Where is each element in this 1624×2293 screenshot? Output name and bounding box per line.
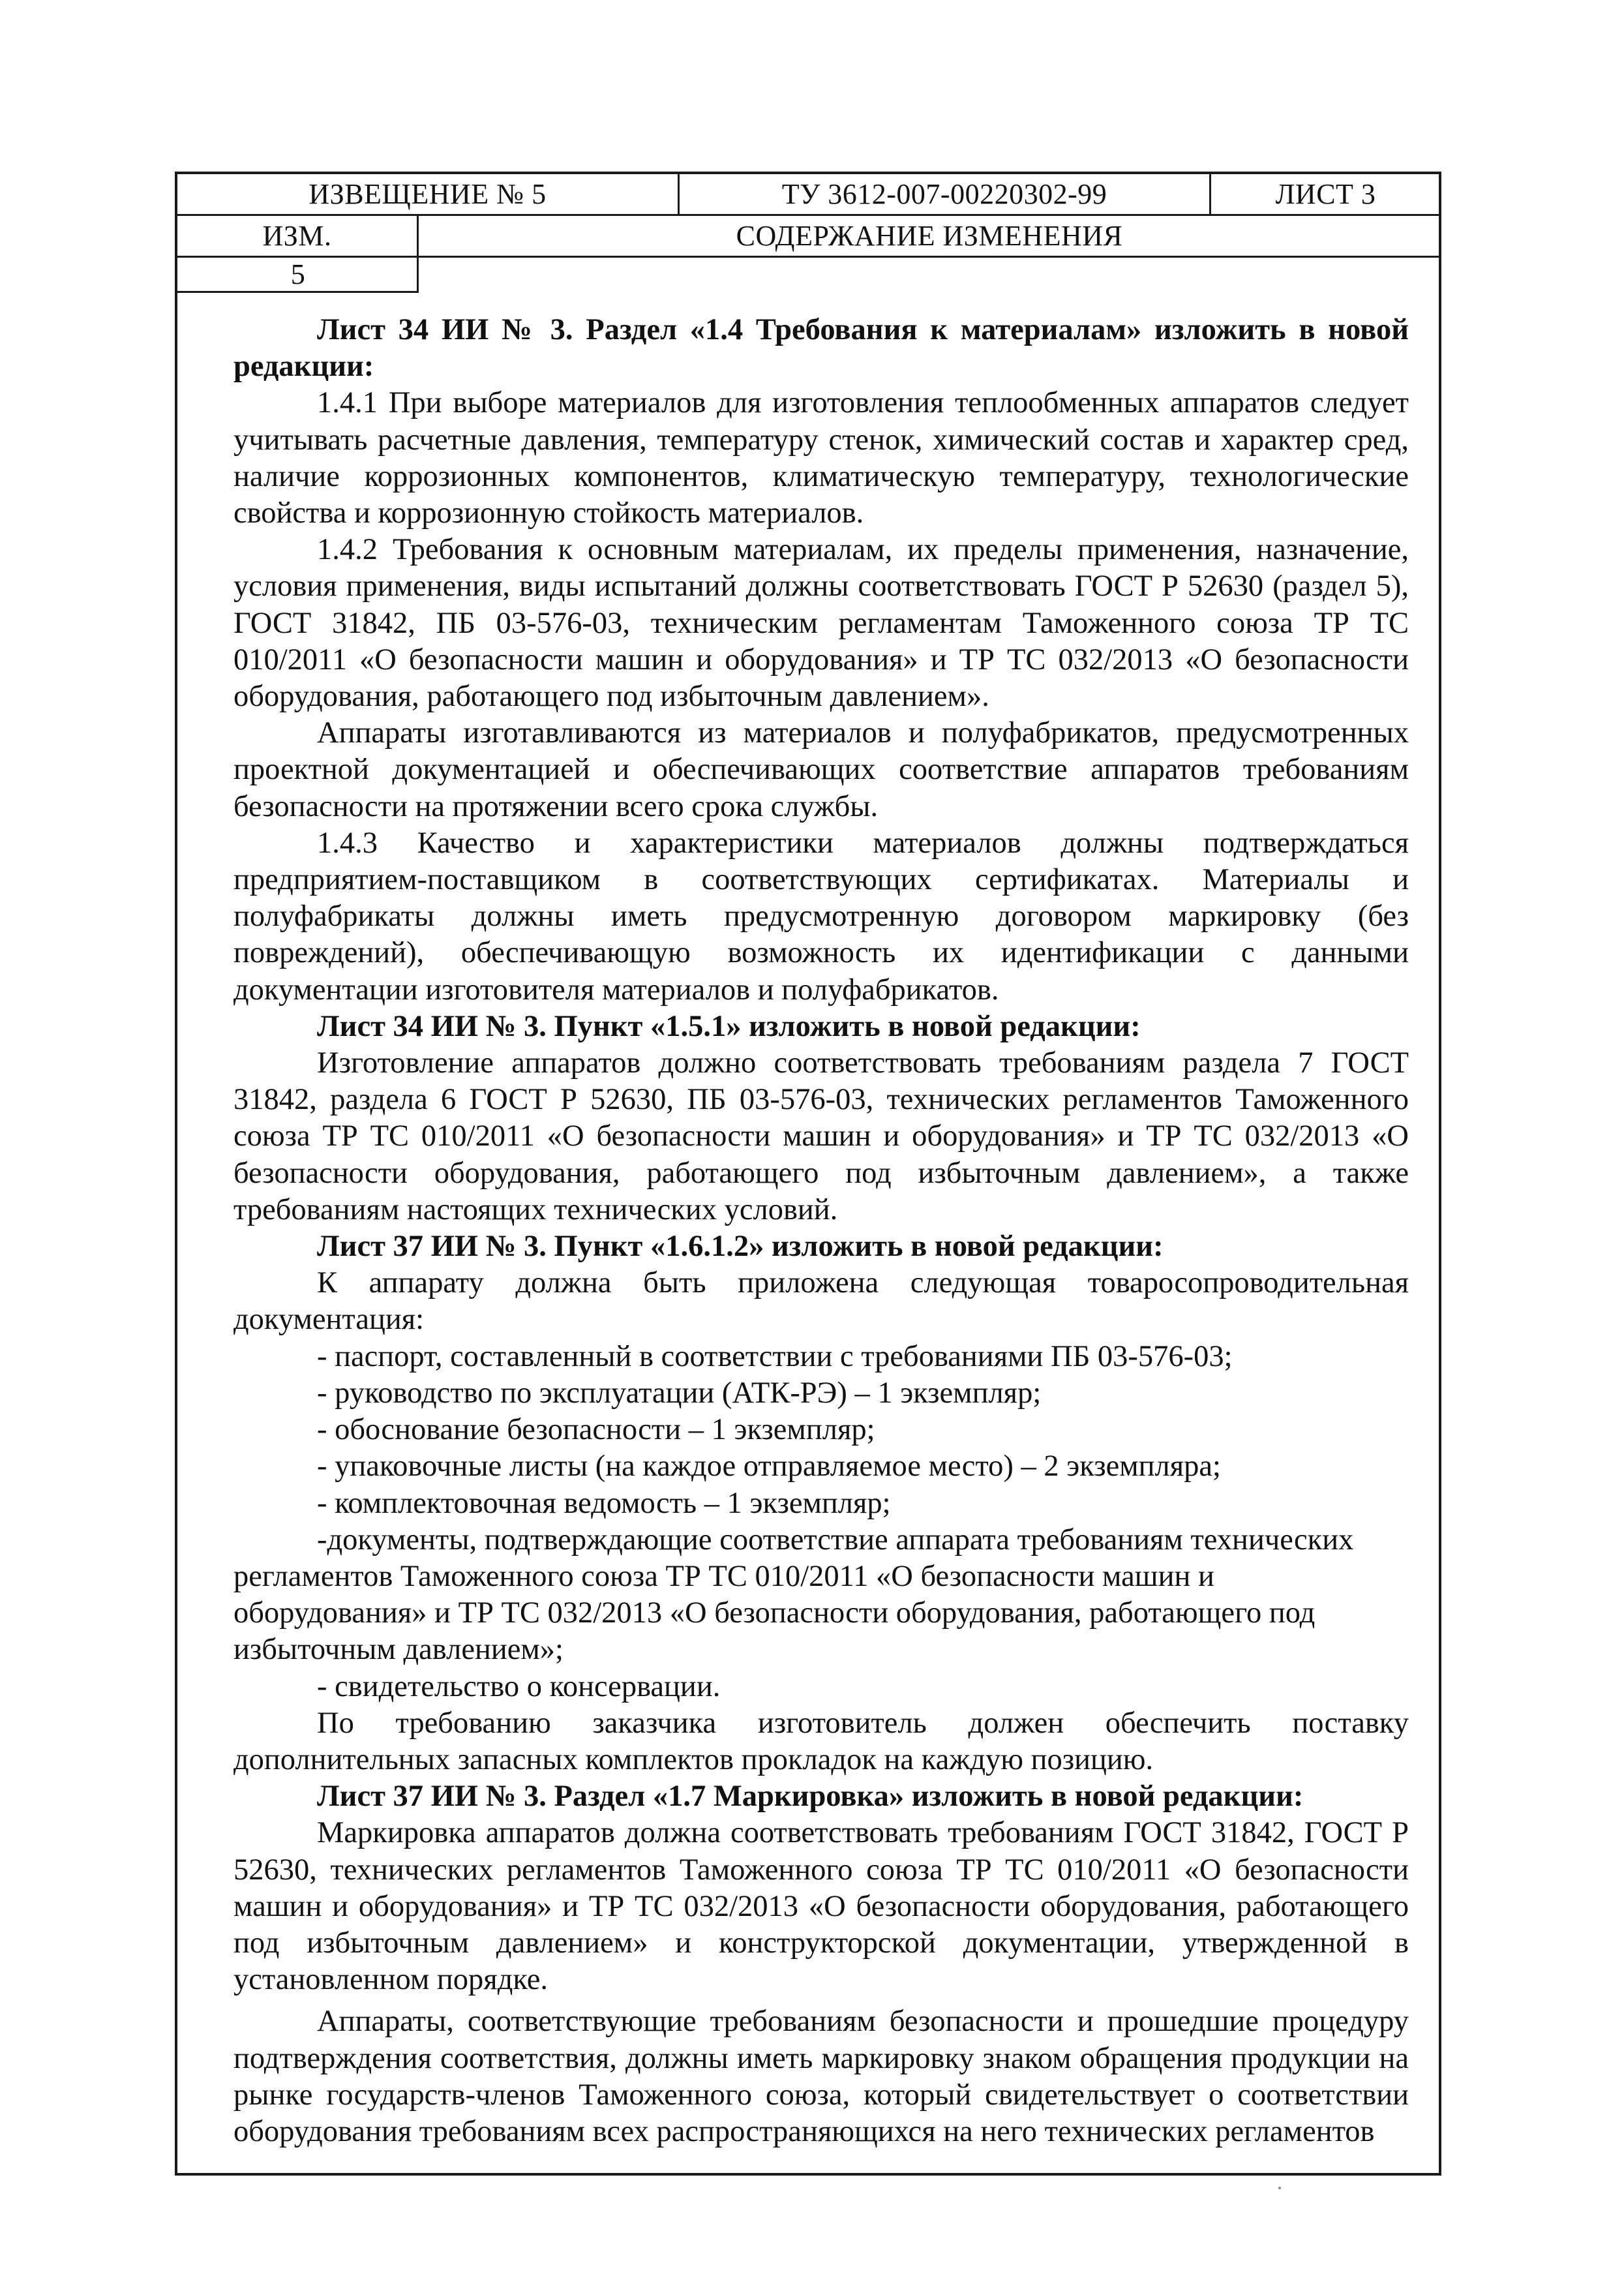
change-number: 5: [290, 258, 306, 290]
content-column-header: СОДЕРЖАНИЕ ИЗМЕНЕНИЯ: [736, 220, 1123, 252]
sheet-number: ЛИСТ 3: [1275, 178, 1376, 210]
paragraph: По требованию заказчика изготовитель должен обеспечить поставку дополнительных запасных комплектов прокладок на каждую позицию.: [233, 1706, 1409, 1776]
list-item: - упаковочные листы (на каждое отправляемое место) – 2 экземпляра;: [317, 1450, 1221, 1483]
change-content: [233, 312, 1409, 2150]
document-code: ТУ 3612-007-00220302-99: [680, 174, 1211, 214]
header-row-change-number: [177, 258, 419, 293]
section-heading: Лист 34 ИИ № 3. Пункт «1.5.1» изложить в новой редакции:: [317, 1009, 1141, 1043]
paragraph: 1.4.2 Требования к основным материалам, их пределы применения, назначение, условия применения, виды испытаний должны соответствовать ГОСТ Р 52630 (раздел 5), ГОСТ 31842, ПБ 03-576-03, техническим регламентам Таможенного союза ТР ТС 010/2011 «О безопасности машин и оборудования» и ТР ТС 032/2013 «О безопасности оборудования, работающего под избыточным давлением».: [233, 533, 1409, 714]
paragraph: Аппараты, соответствующие требованиям безопасности и прошедшие процедуру подтверждения соответствия, должны иметь маркировку знаком обращения продукции на рынке государств-членов Таможенного союза, который свидетельствует о соответствии оборудования требованиям всех распространяющихся на него технических регламентов: [233, 2005, 1409, 2148]
paragraph: 1.4.3 Качество и характеристики материалов должны подтверждаться предприятием-поставщиком в соответствующих сертификатах. Материалы и полуфабрикаты должны иметь предусмотренную договором маркировку (без повреждений), обеспечивающую возможность их идентификации с данными документации изготовителя материалов и полуфабрикатов.: [233, 826, 1409, 1007]
notice-number: ИЗВЕЩЕНИЕ № 5: [177, 174, 680, 214]
header-row-columns: [177, 216, 1439, 258]
list-item: - руководство по эксплуатации (АТК-РЭ) – 1 экземпляр;: [317, 1376, 1042, 1410]
section-heading: Лист 37 ИИ № 3. Пункт «1.6.1.2» изложить в новой редакции:: [317, 1230, 1164, 1264]
list-item: -документы, подтверждающие соответствие аппарата требованиям технических регламентов Таможенного союза ТР ТС 010/2011 «О безопасности машин и оборудования» и ТР ТС 032/2013 «О безопасности оборудования, работающего под избыточным давлением»;: [233, 1523, 1354, 1667]
list-item: - комплектовочная ведомость – 1 экземпляр;: [317, 1486, 891, 1520]
paragraph: 1.4.1 При выборе материалов для изготовления теплообменных аппаратов следует учитывать расчетные давления, температуру стенок, химический состав и характер сред, наличие коррозионных компонентов, климатическую температуру, технологические свойства и коррозионную стойкость материалов.: [233, 386, 1409, 530]
change-column-header: ИЗМ.: [177, 216, 419, 256]
list-item: - паспорт, составленный в соответствии с требованиями ПБ 03-576-03;: [317, 1339, 1233, 1373]
paragraph: Изготовление аппаратов должно соответствовать требованиям раздела 7 ГОСТ 31842, раздела 6 ГОСТ Р 52630, ПБ 03-576-03, технических регламентов Таможенного союза ТР ТС 010/2011 «О безопасности машин и оборудования» и ТР ТС 032/2013 «О безопасности оборудования, работающего под избыточным давлением», а также требованиям настоящих технических условий.: [233, 1046, 1409, 1226]
paragraph: Аппараты изготавливаются из материалов и полуфабрикатов, предусмотренных проектной документацией и обеспечивающих соответствие аппаратов требованиям безопасности на протяжении всего срока службы.: [233, 716, 1409, 823]
list-item: - свидетельство о консервации.: [317, 1669, 721, 1703]
list-item: - обоснование безопасности – 1 экземпляр;: [317, 1413, 875, 1447]
section-heading: Лист 34 ИИ № 3. Раздел «1.4 Требования к материалам» изложить в новой редакции:: [233, 313, 1409, 384]
header-row-title: [177, 174, 1439, 216]
paragraph: К аппарату должна быть приложена следующая товаросопроводительная документация:: [233, 1266, 1409, 1337]
section-heading: Лист 37 ИИ № 3. Раздел «1.7 Маркировка» изложить в новой редакции:: [317, 1780, 1304, 1814]
scan-speck: [1278, 2187, 1281, 2189]
paragraph: Маркировка аппаратов должна соответствовать требованиям ГОСТ 31842, ГОСТ Р 52630, технических регламентов Таможенного союза ТР ТС 010/2011 «О безопасности машин и оборудования» и ТР ТС 032/2013 «О безопасности оборудования, работающего под избыточным давлением» и конструкторской документации, утвержденной в установленном порядке.: [233, 1816, 1409, 1997]
